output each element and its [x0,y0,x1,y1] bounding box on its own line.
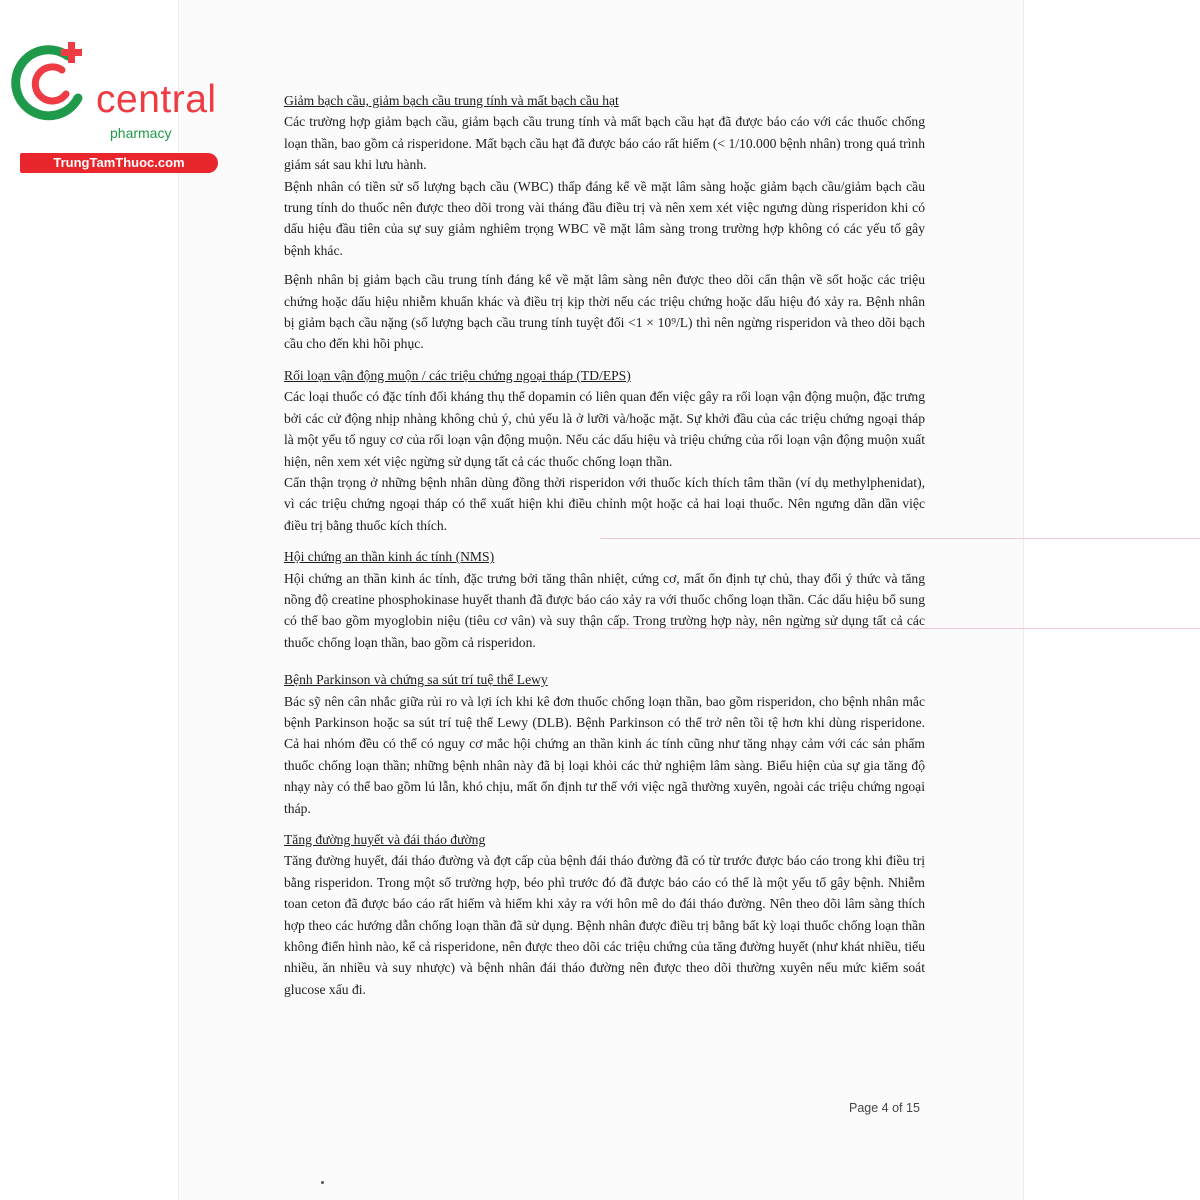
logo-brand-text: central [96,78,217,121]
scan-dot [321,1181,324,1184]
document-content [284,90,925,1010]
brand-logo[interactable] [10,36,220,170]
section-paragraph: Bệnh nhân bị giảm bạch cầu trung tính đáng kể về mặt lâm sàng nên được theo dõi cẩn thận về sốt hoặc các triệu chứng hoặc dấu hiệu nhiễm khuẩn khác và điều trị kịp thời nếu các triệu chứng hoặc dấu hiệu đó xảy ra. Bệnh nhân bị giảm bạch cầu nặng (số lượng bạch cầu trung tính tuyệt đối <1 × 10⁹/L) thì nên ngừng risperidon và theo dõi bạch cầu cho đến khi hồi phục. [284,272,925,352]
section-tardive-dyskinesia [284,365,925,536]
section-paragraph: Hội chứng an thần kinh ác tính, đặc trưng bởi tăng thân nhiệt, cứng cơ, mất ổn định tự chủ, thay đổi ý thức và tăng nồng độ creatine phosphokinase huyết thanh đã được báo cáo xảy ra với thuốc chống loạn thần. Các dấu hiệu bổ sung có thể bao gồm myoglobin niệu (tiêu cơ vân) và suy thận cấp. Trong trường hợp này, nên ngừng sử dụng tất cả các thuốc chống loạn thần, bao gồm cả risperidon. [284,570,925,650]
section-nms [284,546,925,653]
section-heading: Giảm bạch cầu, giảm bạch cầu trung tính và mất bạch cầu hạt [284,93,619,108]
section-heading: Bệnh Parkinson và chứng sa sút trí tuệ thể Lewy [284,672,548,688]
section-paragraph: Các trường hợp giảm bạch cầu, giảm bạch cầu trung tính và mất bạch cầu hạt đã được báo cáo với các thuốc chống loạn thần, bao gồm cả risperidone. Mất bạch cầu hạt đã được báo cáo rất hiếm (< 1/10.000 bệnh nhân) trong quá trình giám sát sau khi lưu hành. [284,114,925,173]
section-paragraph: Bác sỹ nên cân nhắc giữa rủi ro và lợi ích khi kê đơn thuốc chống loạn thần, bao gồm risperidon, cho bệnh nhân mắc bệnh Parkinson hoặc sa sút trí tuệ thể Lewy (DLB). Bệnh Parkinson có thể trở nên tồi tệ hơn khi dùng risperidone. Cả hai nhóm đều có thể có nguy cơ mắc hội chứng an thần kinh ác tính cũng như tăng nhạy cảm với các sản phẩm thuốc chống loạn thần; những bệnh nhân này đã bị loại khỏi các thử nghiệm lâm sàng. Biểu hiện của sự gia tăng độ nhạy này có thể bao gồm lú lẫn, khó chịu, mất ổn định tư thế với việc ngã thường xuyên, ngoài các triệu chứng ngoại tháp. [284,693,925,816]
logo-sub-text: pharmacy [110,125,172,141]
section-paragraph: Cẩn thận trọng ở những bệnh nhân dùng đồng thời risperidon với thuốc kích thích tâm thần (ví dụ methylphenidat), vì các triệu chứng ngoại tháp có thể xuất hiện khi điều chỉnh một hoặc cả hai loại thuốc. Nên ngưng dần dần việc điều trị bằng thuốc kích thích. [284,474,925,533]
section-parkinson-lewy [284,669,925,819]
page-number: Page 4 of 15 [849,1101,920,1115]
logo-site-badge: TrungTamThuoc.com [20,153,218,173]
section-heading: Rối loạn vận động muộn / các triệu chứng ngoại tháp (TD/EPS) [284,367,631,383]
logo-mark-icon [10,36,100,146]
section-paragraph: Tăng đường huyết, đái tháo đường và đợt cấp của bệnh đái tháo đường đã có từ trước được báo cáo trong khi điều trị bằng risperidon. Trong một số trường hợp, béo phì trước đó đã được báo cáo có thể là một yếu tố gây bệnh. Nhiễm toan ceton đã được báo cáo rất hiếm và hiếm khi xảy ra với hôn mê do đái tháo đường. Nên theo dõi lâm sàng thích hợp theo các hướng dẫn chống loạn thần đã sử dụng. Bệnh nhân được điều trị bằng bất kỳ loại thuốc chống loạn thần không điển hình nào, kể cả risperidone, nên được theo dõi các triệu chứng của tăng đường huyết (như khát nhiều, tiểu nhiều, ăn nhiều và suy nhược) và bệnh nhân đái tháo đường nên được theo dõi thường xuyên nếu mức kiểm soát glucose xấu đi. [284,853,925,997]
section-paragraph: Bệnh nhân có tiền sử số lượng bạch cầu (WBC) thấp đáng kể về mặt lâm sàng hoặc giảm bạch cầu/giảm bạch cầu trung tính do thuốc nên được theo dõi trong vài tháng đầu điều trị và nên xem xét việc ngưng dùng risperidon khi có dấu hiệu đầu tiên của sự suy giảm nghiêm trọng WBC về mặt lâm sàng trong trường hợp không có các yếu tố gây bệnh khác. [284,178,925,258]
section-paragraph: Các loại thuốc có đặc tính đối kháng thụ thể dopamin có liên quan đến việc gây ra rối loạn vận động muộn, đặc trưng bởi các cử động nhịp nhàng không chủ ý, chủ yếu là ở lưỡi và/hoặc mặt. Sự khởi đầu của các triệu chứng ngoại tháp là một yếu tố nguy cơ của rối loạn vận động muộn. Nếu các dấu hiệu và triệu chứng của rối loạn vận động muộn xuất hiện, nên xem xét việc ngừng sử dụng tất cả các thuốc chống loạn thần. [284,389,925,469]
section-heading: Hội chứng an thần kinh ác tính (NMS) [284,549,495,565]
section-heading: Tăng đường huyết và đái tháo đường [284,832,486,847]
section-neutropenia [284,90,925,355]
section-hyperglycemia [284,829,925,1000]
